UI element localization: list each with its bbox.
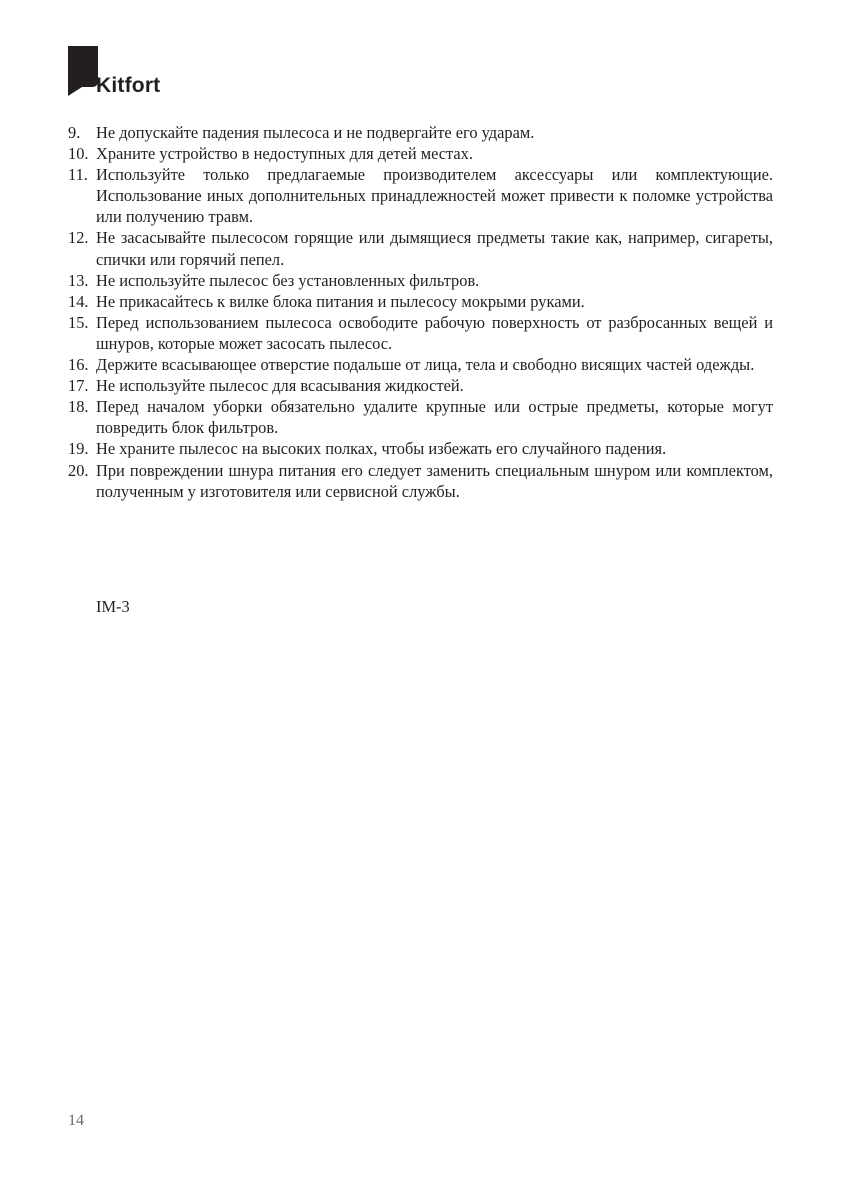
- safety-instructions: [68, 122, 773, 502]
- brand-name: Kitfort: [96, 74, 161, 97]
- list-item: [68, 354, 773, 375]
- instruction-list: [68, 122, 773, 502]
- item-number: 20.: [68, 460, 89, 480]
- item-number: 16.: [68, 355, 89, 375]
- item-text: Не используйте пылесос для всасывания жидкостей.: [96, 376, 464, 396]
- list-item: [68, 438, 773, 459]
- item-number: 19.: [68, 439, 89, 459]
- item-text: Не допускайте падения пылесоса и не подвергайте его ударам.: [96, 123, 535, 142]
- item-text: Не засасывайте пылесосом горящие или дымящиеся предметы такие как, например, сигареты, спички или горячий пепел.: [96, 228, 773, 269]
- item-text: Не храните пылесос на высоких полках, чтобы избежать его случайного падения.: [96, 439, 667, 459]
- item-number: 12.: [68, 228, 89, 248]
- list-item: [68, 227, 773, 269]
- item-text: Храните устройство в недоступных для детей местах.: [96, 144, 473, 164]
- list-item: [68, 270, 773, 291]
- page-number: 14: [68, 1112, 84, 1129]
- model-code: IM-3: [96, 597, 130, 616]
- item-text: Перед началом уборки обязательно удалите крупные или острые предметы, которые могут повредить блок фильтров.: [96, 397, 773, 438]
- item-text: Используйте только предлагаемые производителем аксессуары или комплектующие. Использование иных дополнительных принадлежностей может привести к поломке устройства или получению травм.: [96, 165, 773, 227]
- list-item: [68, 375, 773, 396]
- item-text: Не прикасайтесь к вилке блока питания и пылесосу мокрыми руками.: [96, 291, 585, 311]
- item-number: 9.: [68, 123, 81, 142]
- item-number: 14.: [68, 291, 89, 311]
- brand-logo: [68, 46, 160, 96]
- item-text: Не используйте пылесос без установленных фильтров.: [96, 270, 480, 290]
- list-item: [68, 164, 773, 227]
- item-number: 17.: [68, 376, 89, 396]
- list-item: [68, 291, 773, 312]
- list-item: [68, 122, 773, 143]
- item-number: 10.: [68, 144, 89, 164]
- item-number: 13.: [68, 270, 89, 290]
- item-number: 15.: [68, 312, 89, 332]
- item-text: Перед использованием пылесоса освободите рабочую поверхность от разбросанных вещей и шнуров, которые может засосать пылесос.: [96, 312, 773, 353]
- item-text: Держите всасывающее отверстие подальше от лица, тела и свободно висящих частей одежды.: [96, 355, 755, 375]
- list-item: [68, 143, 773, 164]
- item-number: 18.: [68, 397, 89, 417]
- item-text: При повреждении шнура питания его следует заменить специальным шнуром или комплектом, полученным у изготовителя или сервисной службы.: [96, 460, 773, 501]
- kitfort-logo-icon: [68, 46, 98, 96]
- list-item: [68, 460, 773, 502]
- list-item: [68, 312, 773, 354]
- list-item: [68, 396, 773, 438]
- item-number: 11.: [68, 165, 88, 185]
